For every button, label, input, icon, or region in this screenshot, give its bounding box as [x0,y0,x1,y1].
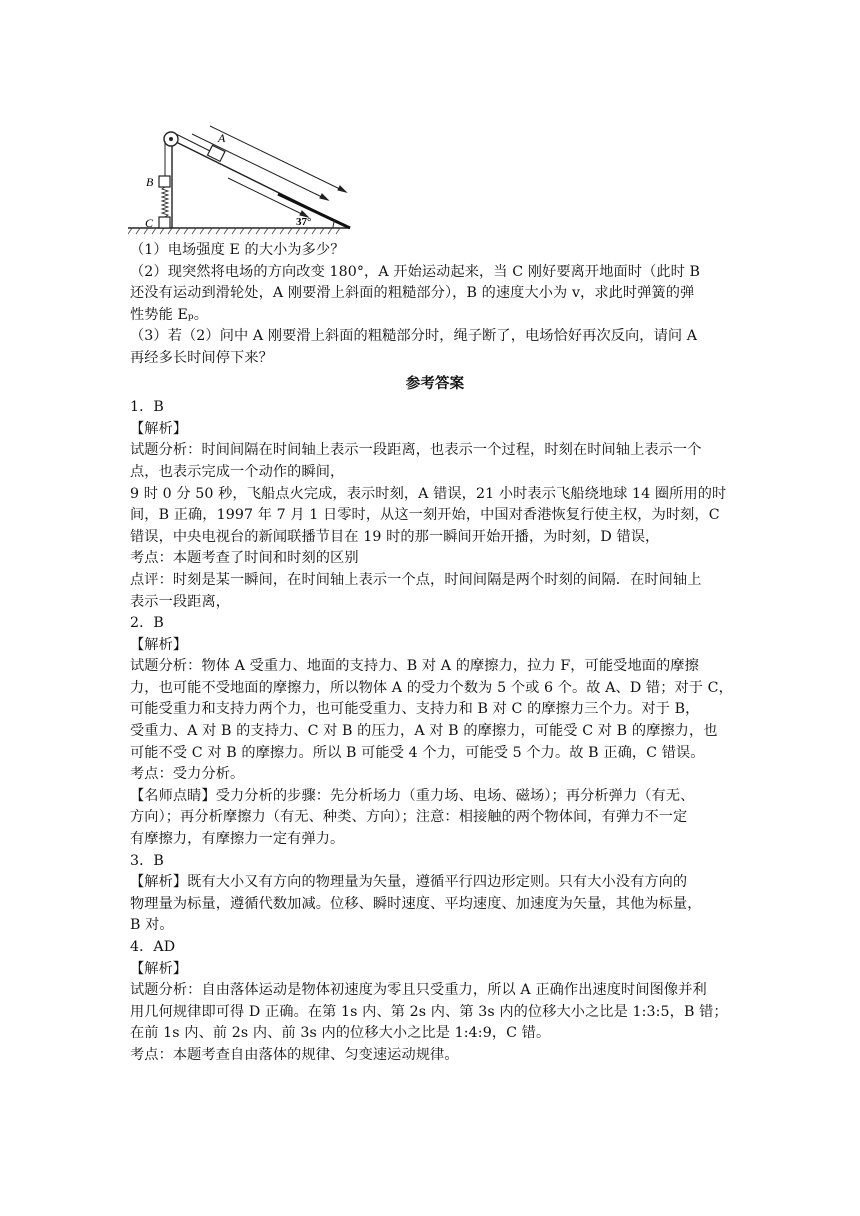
answer-line: 受重力、A 对 B 的支持力、C 对 B 的压力，A 对 B 的摩擦力，可能受 C 对 B 的摩擦力，也 [130,723,718,740]
answer-line: 力，也可能不受地面的摩擦力，所以物体 A 的受力个数为 5 个或 6 个。故 A、D 错；对于 C， [130,679,733,696]
question-line: 还没有运动到滑轮处，A 刚要滑上斜面的粗糙部分），B 的速度大小为 v，求此时弹簧的弹 [130,285,695,302]
ground-hatch [128,228,340,234]
question-line: （3）若（2）问中 A 刚要滑上斜面的粗糙部分时，绳子断了，电场恰好再次反向，请问 A [130,328,698,345]
answer-line: 【解析】 [130,960,188,977]
answer-line: 3．B [130,852,164,869]
answer-line: 表示一段距离， [130,593,231,610]
answer-line: 点，也表示完成一个动作的瞬间， [130,463,345,480]
answer-line: 错误，中央电视台的新闻联播节目在 19 时的那一瞬间开始开播，为时刻，D 错误， [130,528,660,545]
answer-line: 点评：时刻是某一瞬间，在时间轴上表示一个点，时间间隔是两个时刻的间隔．在时间轴上 [130,571,702,588]
answer-line: 【解析】 [130,636,188,653]
answer-line: 方向）；再分析摩擦力（有无、种类、方向）；注意：相接触的两个物体间，有弹力不一定 [130,809,688,826]
electric-field-lines [192,126,346,217]
answer-line: 物理量为标量，遵循代数加减。位移、瞬时速度、平均速度、加速度为矢量，其他为标量， [130,895,702,912]
answer-line: B 对。 [130,917,174,934]
answer-line: 【名师点睛】受力分析的步骤：先分析场力（重力场、电场、磁场）；再分析弹力（有无、 [130,787,695,804]
question-line: 再经多长时间停下来？ [130,349,273,366]
block-C [159,217,170,228]
rope-to-A [176,134,212,152]
incline-diagram [128,124,360,240]
answer-line: 用几何规律即可得 D 正确。在第 1s 内、第 2s 内、第 3s 内的位移大小之比是 1:3:5，B 错； [130,1003,728,1020]
label-C: C [145,216,154,230]
answer-line: 试题分析：时间间隔在时间轴上表示一段距离，也表示一个过程，时刻在时间轴上表示一个 [130,442,702,459]
question-line: （2）现突然将电场的方向改变 180°，A 开始运动起来，当 C 刚好要离开地面时（此时 B [130,263,701,280]
answer-line: 1．B [130,399,164,416]
incline-rough-part [278,194,350,228]
question-line: （1）电场强度 E 的大小为多少？ [130,242,345,258]
answer-line: 有摩擦力，有摩擦力一定有弹力。 [130,831,345,848]
answer-line: 试题分析：物体 A 受重力、地面的支持力、B 对 A 的摩擦力，拉力 F，可能受地面的摩擦 [130,658,699,675]
answer-line: 【解析】 [130,420,188,437]
answer-line: 考点：本题考查了时间和时刻的区别 [130,550,359,567]
answer-line: 4．AD [130,939,176,955]
answer-line: 考点：本题考查自由落体的规律、匀变速运动规律。 [130,1046,459,1063]
answer-line: 间，B 正确，1997 年 7 月 1 日零时，从这一刻开始，中国对香港恢复行使主权，为时刻，C [130,507,720,524]
answer-heading: 参考答案 [405,375,465,392]
block-B [159,176,170,187]
question-line: 性势能 Eₚ。 [130,306,208,323]
answer-line: 9 时 0 分 50 秒，飞船点火完成，表示时刻，A 错误，21 小时表示飞船绕地球 14 圈所用的时 [130,485,727,502]
answer-line: 试题分析：自由落体运动是物体初速度为零且只受重力，所以 A 正确作出速度时间图像并利 [130,982,707,999]
answer-line: 考点：受力分析。 [130,766,245,783]
answer-line: 在前 1s 内、前 2s 内、前 3s 内的位移大小之比是 1:4:9，C 错。 [130,1025,551,1042]
answer-line: 可能不受 C 对 B 的摩擦力。所以 B 可能受 4 个力，可能受 5 个力。故 B 正确，C 错误。 [130,744,705,761]
answer-line: 2．B [130,615,164,632]
label-A: A [218,131,226,145]
answer-line: 可能受重力和支持力两个力，也可能受重力、支持力和 B 对 C 的摩擦力三个力。对于 B， [130,701,700,718]
spring [162,187,168,217]
text-body [130,240,740,1067]
angle-label: 37° [296,216,312,228]
answer-line: 【解析】既有大小又有方向的物理量为矢量，遵循平行四边形定则。只有大小没有方向的 [130,874,688,891]
label-B: B [146,175,154,189]
